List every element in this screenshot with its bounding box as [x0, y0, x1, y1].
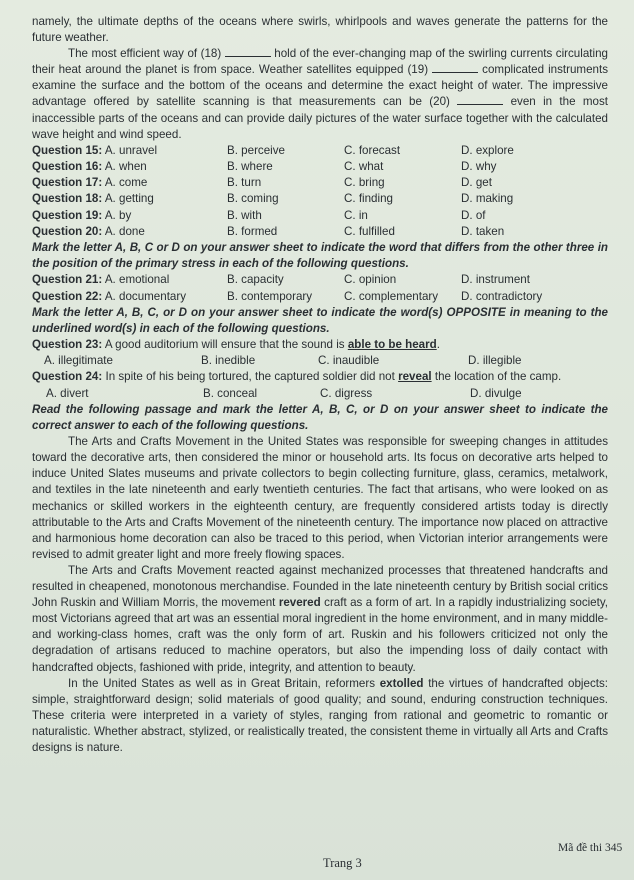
option-c[interactable]: C. digress	[320, 386, 373, 400]
option-b[interactable]: B. coming	[227, 192, 279, 206]
option-c[interactable]: C. complementary	[344, 289, 439, 303]
instruction-reading: Read the following passage and mark the letter A, B, C, or D on your answer sheet to indicate the correct answer to each of the following questions.	[32, 402, 608, 432]
option-c[interactable]: C. inaudible	[318, 354, 380, 368]
question-text-end: the location of the camp.	[434, 370, 562, 384]
option-d[interactable]: D. taken	[461, 224, 505, 238]
option-b[interactable]: B. perceive	[227, 143, 285, 157]
question-24	[32, 369, 608, 385]
blank-19	[432, 62, 478, 73]
option-a[interactable]: A. by	[104, 208, 132, 222]
question-text: In spite of his being tortured, the captured soldier did not	[105, 370, 395, 384]
option-c[interactable]: C. fulfilled	[344, 224, 395, 238]
option-a[interactable]: A. illegitimate	[44, 354, 113, 368]
question-23-options	[32, 353, 608, 369]
question-label: Question 15:	[32, 143, 103, 157]
passage-text: The Arts and Crafts Movement reacted against mechanized processes that threatened handcrafts and resulted in cheapened, monotonous merchandise. Founded in the late nineteenth century by British social critics John Ruskin and William Morris, the movement	[32, 563, 608, 610]
intro-part-c: complicated instruments examine the surface and the bottom of the oceans and determine the exact height of water. The impressive advantage offered by satellite scanning is that measurements can be (20)	[32, 63, 608, 109]
blank-18	[225, 46, 271, 57]
option-a[interactable]: A. unravel	[104, 143, 158, 157]
blank-20	[457, 94, 503, 105]
option-b[interactable]: B. with	[227, 208, 262, 222]
option-c[interactable]: C. finding	[344, 192, 393, 206]
underlined-phrase: able to be heard	[347, 338, 437, 352]
question-label: Question 23:	[32, 338, 103, 352]
option-c[interactable]: C. bring	[344, 176, 385, 190]
intro-paragraph	[32, 46, 608, 143]
option-a[interactable]: A. emotional	[104, 273, 170, 287]
question-text: A good auditorium will ensure that the sound is	[104, 338, 345, 352]
option-b[interactable]: B. capacity	[227, 273, 284, 287]
passage-text: craft as a form of art. In a rapidly industrializing society, most Victorians agreed that art was an essential moral ingredient in the home environment, and in many middle- and working-class homes, craft was the only form of art. Ruskin and his followers criticized not only the degradation of artisans reduced to machine operators, but also the impending loss of daily contact with handcrafted objects, fashioned with pride, integrity, and attention to beauty.	[32, 596, 609, 674]
option-b[interactable]: B. turn	[227, 176, 262, 190]
question-label: Question 24:	[32, 370, 103, 384]
question-label: Question 21:	[32, 273, 103, 287]
passage-paragraph-3	[32, 676, 608, 756]
option-a[interactable]: A. documentary	[104, 289, 187, 303]
bold-word: extolled	[379, 676, 424, 690]
option-d[interactable]: D. get	[461, 176, 492, 190]
option-a[interactable]: A. done	[104, 224, 145, 238]
passage-paragraph-2	[32, 563, 608, 676]
option-b[interactable]: B. inedible	[201, 354, 256, 368]
intro-part-a: The most efficient way of (18)	[68, 47, 222, 61]
question-23	[32, 337, 608, 353]
question-label: Question 19:	[32, 208, 103, 222]
option-d[interactable]: D. contradictory	[461, 289, 543, 303]
exam-code: Mã đề thi 345	[558, 842, 623, 854]
option-d[interactable]: D. of	[461, 208, 486, 222]
option-d[interactable]: D. making	[461, 192, 514, 206]
question-label: Question 22:	[32, 289, 103, 303]
underlined-word: reveal	[398, 370, 432, 384]
question-label: Question 20:	[32, 224, 103, 238]
instruction-opposite: Mark the letter A, B, C, or D on your answer sheet to indicate the word(s) OPPOSITE in meaning to the underlined word(s) in each of the following questions.	[32, 305, 608, 335]
option-a[interactable]: A. when	[104, 159, 147, 173]
question-24-options	[32, 386, 608, 402]
option-d[interactable]: D. explore	[461, 143, 514, 157]
question-label: Question 17:	[32, 176, 103, 190]
question-text-end: .	[436, 338, 440, 352]
passage-paragraph-1: The Arts and Crafts Movement in the United States was responsible for sweeping changes in attitudes toward the decorative arts, then considered the minor or household arts. Its focus on decorative arts helped to induce United Slates museums and private collectors to begin collecting furniture, glass, ceramics, metalwork, and textiles in the late nineteenth and early twentieth centuries. The fact that artisans, who were looked on as mechanics or skilled workers in the eighteenth century, are frequently considered artists today is directly attributable to the Arts and Crafts Movement of the nineteenth century. The importance now placed on attractive and harmonious home decoration can also be traced to this period, when Victorian interior arrangements were revised to admit greater light and more freely flowing spaces.	[32, 435, 608, 561]
option-b[interactable]: B. conceal	[203, 386, 258, 400]
option-c[interactable]: C. opinion	[344, 273, 397, 287]
option-d[interactable]: D. illegible	[468, 354, 522, 368]
option-c[interactable]: C. in	[344, 208, 368, 222]
option-b[interactable]: B. contemporary	[227, 289, 313, 303]
option-c[interactable]: C. forecast	[344, 143, 401, 157]
option-b[interactable]: B. formed	[227, 224, 278, 238]
page-number: Trang 3	[323, 856, 362, 870]
instruction-stress: Mark the letter A, B, C or D on your answer sheet to indicate the word that differs from the other three in the position of the primary stress in each of the following questions.	[32, 240, 608, 271]
intro-part-b: hold of the ever-changing map of the swirling currents circulating their heat around the planet is from space. Weather satellites equipped (19)	[32, 47, 608, 77]
option-d[interactable]: D. why	[461, 159, 497, 173]
option-d[interactable]: D. divulge	[470, 386, 522, 400]
intro-line: namely, the ultimate depths of the oceans where swirls, whirlpools and waves generate the patterns for the future weather.	[32, 15, 608, 45]
passage-text: In the United States as well as in Great Britain, reformers	[68, 676, 376, 690]
option-d[interactable]: D. instrument	[461, 273, 530, 287]
question-label: Question 18:	[32, 192, 103, 206]
bold-word: revered	[278, 596, 321, 610]
option-b[interactable]: B. where	[227, 159, 273, 173]
option-a[interactable]: A. divert	[46, 386, 89, 400]
questions-21-22	[32, 272, 608, 304]
passage-text: the virtues of handcrafted objects: simple, straightforward design; solid materials of good quality; and sound, enduring construction techniques. These criteria were interpreted in a variety of styles, ranging from rational and geometric to romantic or naturalistic. Whether abstract, stylized, or realistically treated, the consistent theme in virtually all Arts and Crafts designs is nature.	[32, 676, 608, 754]
option-c[interactable]: C. what	[344, 159, 384, 173]
questions-15-20	[32, 143, 608, 240]
option-a[interactable]: A. come	[104, 176, 148, 190]
option-a[interactable]: A. getting	[104, 192, 154, 206]
question-label: Question 16:	[32, 159, 103, 173]
intro-part-d: even in the most inaccessible parts of the oceans and can provide daily pictures of the water surface together with the calculated wave height and wind speed.	[32, 95, 608, 141]
